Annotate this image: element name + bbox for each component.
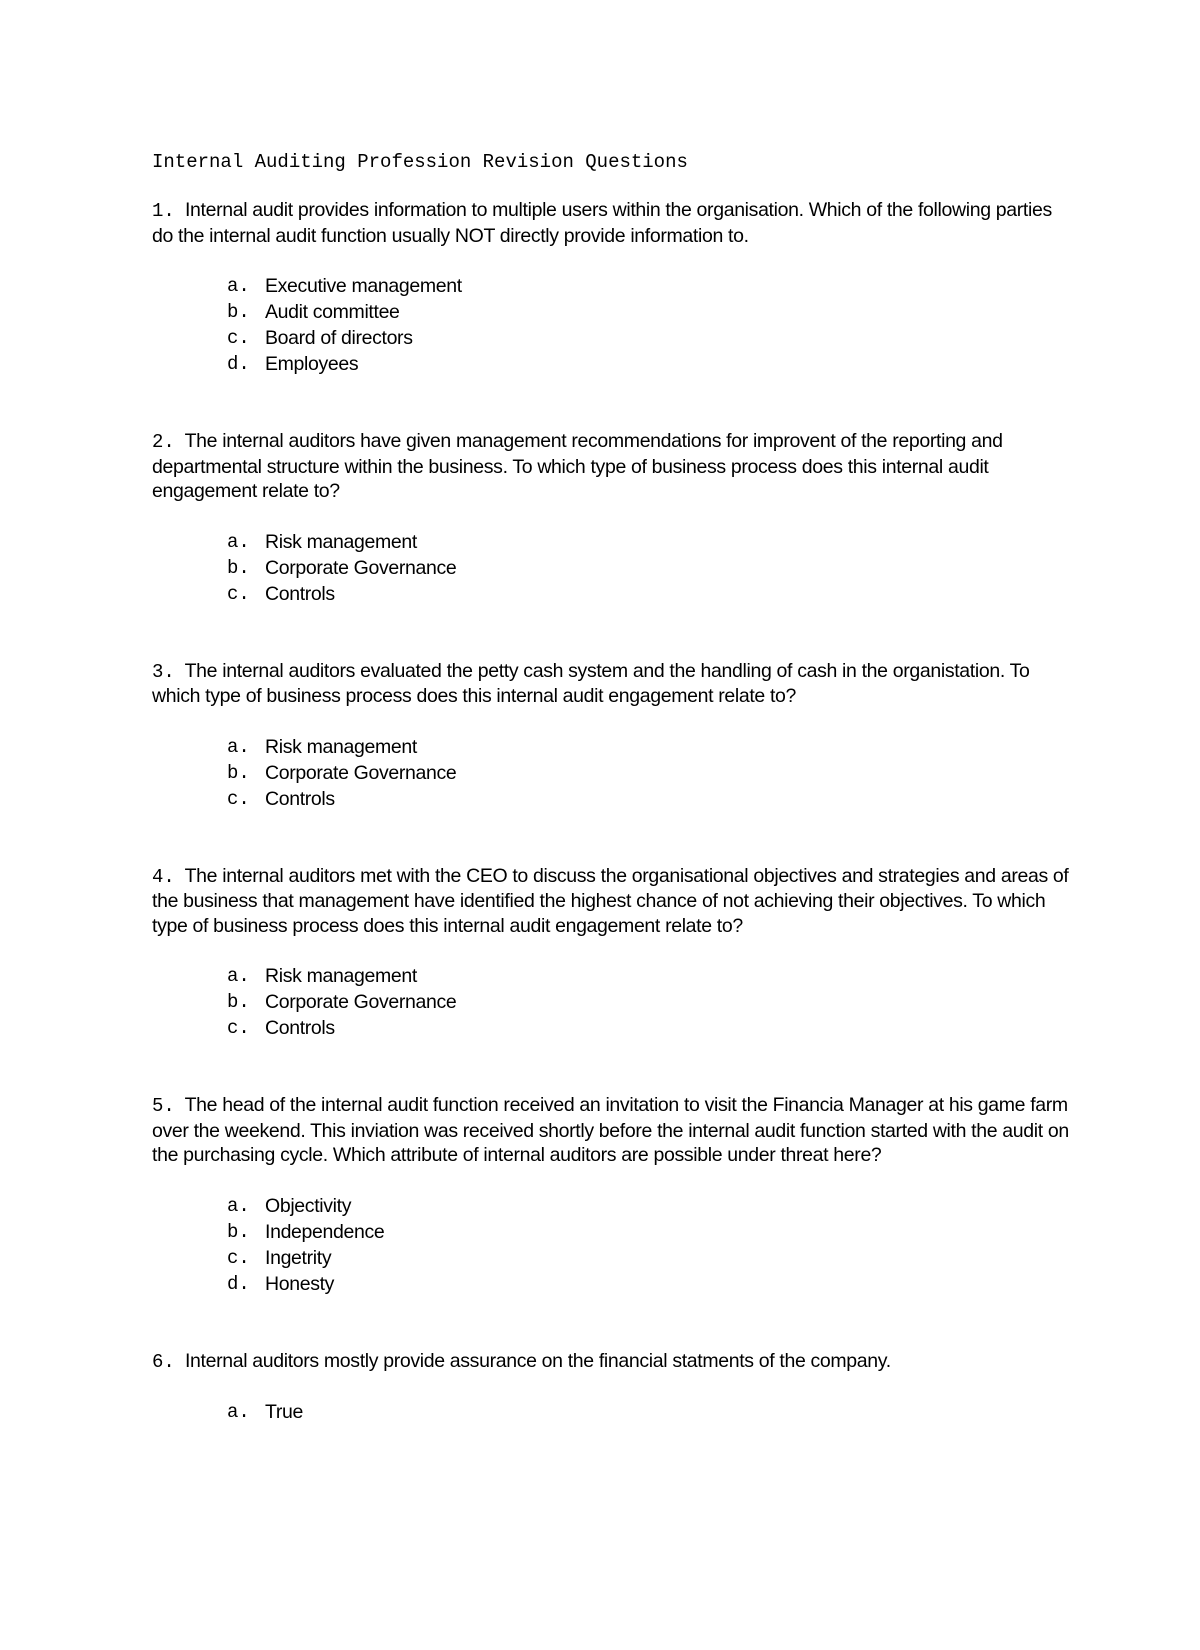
- question-4-number: 4.: [152, 865, 175, 888]
- option-letter: c.: [227, 582, 250, 605]
- question-2-option-a: [227, 529, 1072, 555]
- option-letter: d.: [227, 353, 250, 375]
- question-3-options: [152, 734, 1072, 812]
- option-text: Objectivity: [265, 1194, 352, 1217]
- option-letter: a.: [227, 530, 250, 553]
- question-6-number: 6.: [152, 1350, 175, 1373]
- option-letter: c.: [227, 1017, 250, 1039]
- option-text: Corporate Governance: [265, 991, 457, 1013]
- option-text: Controls: [265, 787, 335, 810]
- option-text: Independence: [265, 1220, 385, 1243]
- question-5-options: [152, 1193, 1072, 1297]
- question-2-text: The internal auditors have given management recommendations for improvent of the reporting and departmental structure within the business. To which type of business process does this internal audit engagement relate to?: [152, 430, 1003, 502]
- option-letter: c.: [227, 327, 250, 349]
- option-text: Board of directors: [265, 327, 413, 349]
- option-text: Risk management: [265, 735, 417, 758]
- question-5-stem: [152, 1093, 1072, 1168]
- option-text: Corporate Governance: [265, 556, 457, 579]
- question-1-number: 1.: [152, 200, 175, 222]
- question-4-option-a: [227, 963, 1072, 989]
- option-letter: a.: [227, 1401, 250, 1423]
- question-1-option-c: [227, 325, 1072, 351]
- question-2-options: [152, 529, 1072, 607]
- question-5-option-d: [227, 1271, 1072, 1297]
- option-text: True: [265, 1401, 303, 1423]
- question-2-number: 2.: [152, 431, 175, 453]
- question-6-stem: [152, 1349, 1072, 1375]
- option-letter: b.: [227, 991, 250, 1013]
- option-letter: b.: [227, 301, 250, 323]
- option-letter: a.: [227, 965, 250, 987]
- question-5-option-a: [227, 1193, 1072, 1219]
- question-3-option-a: [227, 734, 1072, 760]
- option-letter: c.: [227, 1246, 250, 1269]
- question-5-option-c: [227, 1245, 1072, 1271]
- question-1-option-d: [227, 351, 1072, 377]
- question-6: [152, 1349, 1072, 1426]
- option-letter: b.: [227, 761, 250, 784]
- question-3-text: The internal auditors evaluated the petty cash system and the handling of cash in the organistation. To which type of business process does this internal audit engagement relate to?: [152, 659, 1030, 707]
- question-2: [152, 429, 1072, 607]
- question-5-number: 5.: [152, 1095, 175, 1117]
- question-2-option-b: [227, 555, 1072, 581]
- question-5-option-b: [227, 1219, 1072, 1245]
- option-letter: b.: [227, 556, 250, 579]
- question-3-option-b: [227, 760, 1072, 786]
- question-1-stem: [152, 198, 1072, 248]
- question-4-option-c: [227, 1015, 1072, 1041]
- option-text: Employees: [265, 353, 359, 375]
- question-5-text: The head of the internal audit function received an invitation to visit the Financia Manager at his game farm over the weekend. This inviation was received shortly before the internal audit function started with the audit on the purchasing cycle. Which attribute of internal auditors are possible under threat here?: [152, 1094, 1069, 1166]
- option-letter: c.: [227, 787, 250, 810]
- question-6-text: Internal auditors mostly provide assurance on the financial statments of the company.: [184, 1349, 891, 1372]
- question-1-text: Internal audit provides information to multiple users within the organisation. Which of the following parties do the internal audit function usually NOT directly provide information to.: [152, 199, 1052, 247]
- question-3-stem: [152, 659, 1072, 709]
- question-6-option-a: [227, 1399, 1072, 1425]
- option-text: Audit committee: [265, 301, 400, 323]
- question-4-options: [152, 963, 1072, 1041]
- question-1: [152, 198, 1072, 377]
- option-letter: a.: [227, 1194, 250, 1217]
- option-text: Honesty: [265, 1272, 335, 1295]
- question-1-option-a: [227, 273, 1072, 299]
- question-3-option-c: [227, 786, 1072, 812]
- question-5: [152, 1093, 1072, 1297]
- question-4-text: The internal auditors met with the CEO to discuss the organisational objectives and strategies and areas of the business that management have identified the highest chance of not achieving their objectives. To which type of business process does this internal audit engagement relate to?: [152, 864, 1069, 937]
- option-letter: b.: [227, 1220, 250, 1243]
- question-6-options: [152, 1399, 1072, 1425]
- question-4-stem: [152, 864, 1072, 939]
- option-text: Risk management: [265, 965, 417, 987]
- option-letter: a.: [227, 275, 250, 297]
- document-title: Internal Auditing Profession Revision Questions: [152, 151, 688, 173]
- option-text: Corporate Governance: [265, 761, 457, 784]
- question-2-stem: [152, 429, 1072, 504]
- option-text: Ingetrity: [265, 1246, 332, 1269]
- option-text: Risk management: [265, 530, 417, 553]
- question-4-option-b: [227, 989, 1072, 1015]
- option-text: Controls: [265, 1017, 335, 1039]
- option-letter: a.: [227, 735, 250, 758]
- question-1-option-b: [227, 299, 1072, 325]
- question-1-options: [152, 273, 1072, 377]
- question-2-option-c: [227, 581, 1072, 607]
- question-3-number: 3.: [152, 660, 175, 683]
- option-text: Executive management: [265, 275, 462, 297]
- question-4: [152, 864, 1072, 1042]
- question-3: [152, 659, 1072, 812]
- option-letter: d.: [227, 1272, 250, 1295]
- document-page: [152, 150, 1072, 1425]
- option-text: Controls: [265, 582, 335, 605]
